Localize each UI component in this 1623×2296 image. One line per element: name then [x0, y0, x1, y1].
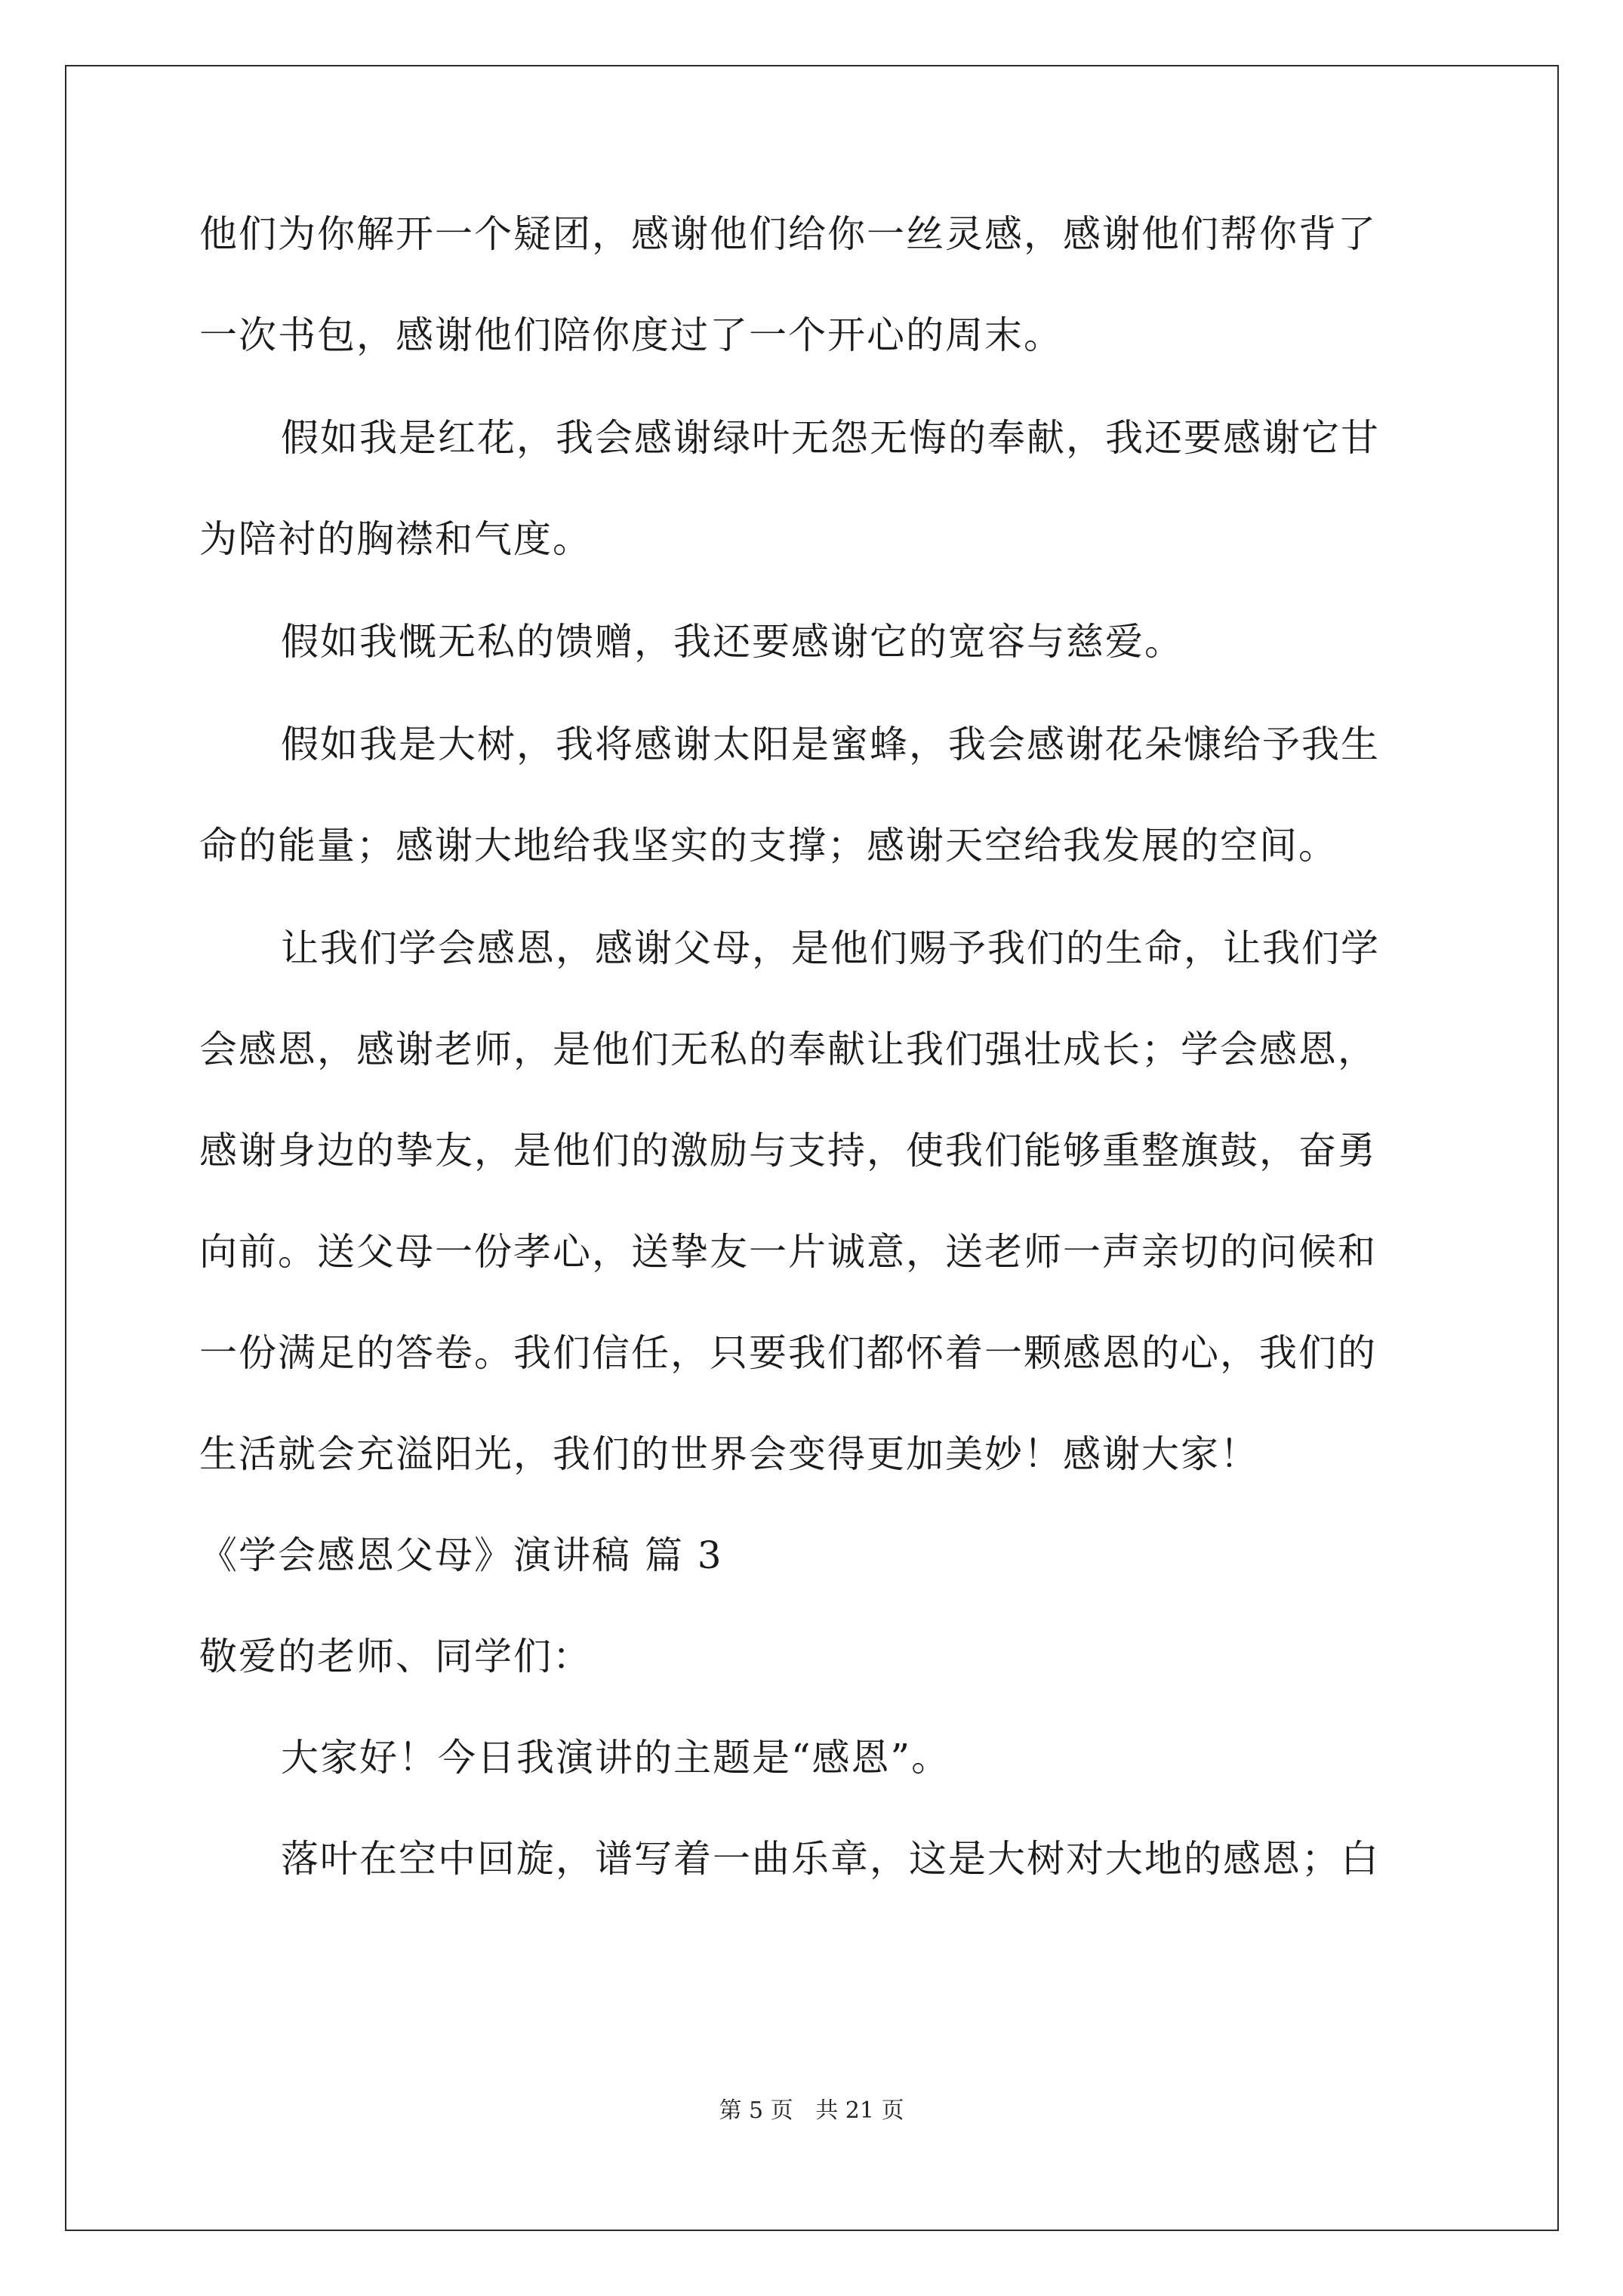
text-line: 命的能量；感谢大地给我坚实的支撑；感谢天空给我发展的空间。: [199, 824, 1338, 868]
text-line: 感谢身边的挚友，是他们的激励与支持，使我们能够重整旗鼓，奋勇: [199, 1129, 1377, 1173]
paragraph-start-line: 假如我是红花，我会感谢绿叶无怨无悔的奉献，我还要感谢它甘: [281, 416, 1380, 460]
paragraph-start-line: 假如我慨无私的馈赠，我还要感谢它的宽容与慈爱。: [281, 620, 1184, 664]
page-footer: [0, 2096, 1623, 2126]
salutation: 敬爱的老师、同学们：: [199, 1635, 592, 1678]
section-heading: 《学会感恩父母》演讲稿 篇 3: [199, 1533, 723, 1577]
page-number-total: 共 21 页: [815, 2097, 904, 2124]
text-line: 会感恩，感谢老师，是他们无私的奉献让我们强壮成长；学会感恩，: [199, 1028, 1377, 1071]
text-line: 一份满足的答卷。我们信任，只要我们都怀着一颗感恩的心，我们的: [199, 1331, 1377, 1375]
text-line: 为陪衬的胸襟和气度。: [199, 517, 592, 561]
text-line: 一次书包，感谢他们陪你度过了一个开心的周末。: [199, 313, 1063, 357]
text-line: 生活就会充溢阳光，我们的世界会变得更加美妙！感谢大家！: [199, 1432, 1259, 1476]
text-line: 他们为你解开一个疑团，感谢他们给你一丝灵感，感谢他们帮你背了: [199, 212, 1377, 256]
text-line: 向前。送父母一份孝心，送挚友一片诚意，送老师一声亲切的问候和: [199, 1230, 1377, 1274]
page-number-current: 第 5 页: [719, 2097, 793, 2124]
paragraph-start-line: 假如我是大树，我将感谢太阳是蜜蜂，我会感谢花朵慷给予我生: [281, 723, 1380, 766]
paragraph-start-line: 大家好！今日我演讲的主题是“感恩”。: [281, 1736, 951, 1780]
paragraph-start-line: 让我们学会感恩，感谢父母，是他们赐予我们的生命，让我们学: [281, 926, 1380, 970]
paragraph-start-line: 落叶在空中回旋，谱写着一曲乐章，这是大树对大地的感恩；白: [281, 1837, 1380, 1881]
